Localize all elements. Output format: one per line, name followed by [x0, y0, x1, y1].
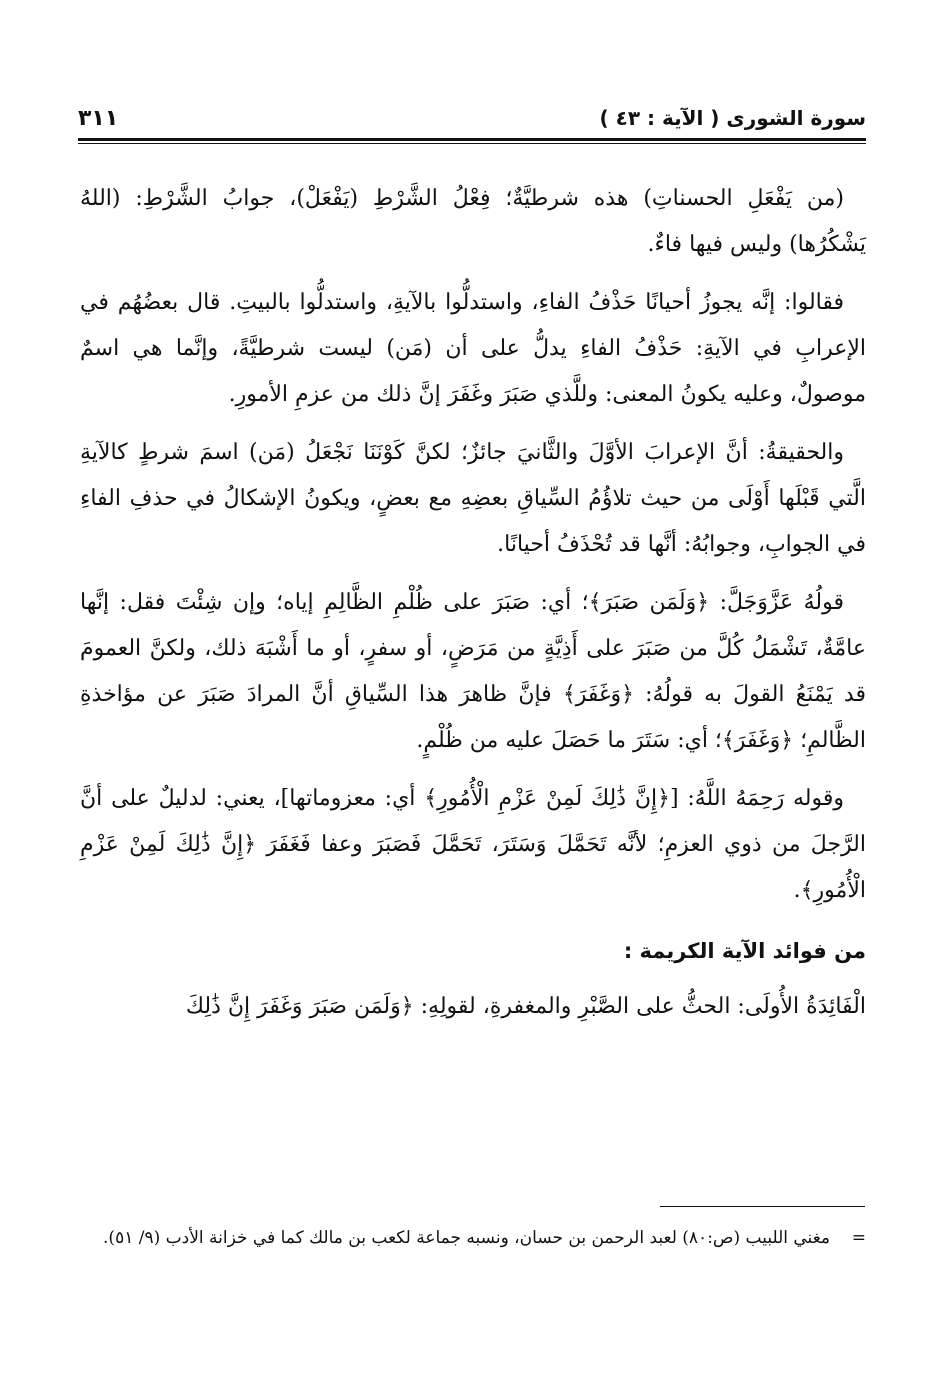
body-text [80, 176, 866, 1042]
paragraph-1: (من يَفْعَلِ الحسناتِ) هذه شرطيَّةٌ؛ فِعْلُ الشَّرْطِ (يَفْعَلْ)، جوابُ الشَّرْطِ: (اللهُ يَشْكُرُها) وليس فيها فاءٌ. [80, 186, 866, 257]
paragraph-4: قولُهُ عَزَّوَجَلَّ: ﴿وَلَمَن صَبَرَ﴾؛ أي: صَبَرَ على ظُلْمِ الظَّالِمِ إياه؛ وإن شِئْتَ فقل: إنَّها عامَّةٌ، تَشْمَلُ كُلَّ من صَبَرَ على أَذِيَّةٍ من مَرَضٍ، أو سفرٍ، أو ما أَشْبَهَ ذلك، ولكنَّ العمومَ قد يَمْنَعُ القولَ به قولُهُ: ﴿وَغَفَرَ﴾ فإنَّ ظاهرَ هذا السِّياقِ أنَّ المرادَ صَبَرَ عن مؤاخذةِ الظَّالمِ؛ ﴿وَغَفَرَ﴾؛ أي: سَتَرَ ما حَصَلَ عليه من ظُلْمٍ. [80, 590, 866, 753]
first-benefit: الْفَائِدَةُ الأُولَى: الحثُّ على الصَّبْرِ والمغفرةِ، لقولِهِ: ﴿وَلَمَن صَبَرَ وَغَفَرَ إِنَّ ذَٰلِكَ [185, 994, 866, 1019]
footnote-rule [660, 1206, 865, 1207]
header-rule [78, 138, 866, 141]
header-rule-thin [78, 143, 866, 144]
surah-title: سورة الشورى ( الآية : ٤٣ ) [599, 106, 866, 130]
paragraph-5: وقوله رَحِمَهُ اللَّهُ: [﴿إِنَّ ذَٰلِكَ لَمِنْ عَزْمِ الْأُمُورِ﴾ أي: معزوماتها]، يعني: لدليلٌ على أنَّ الرَّجلَ من ذوي العزمِ؛ لأنَّه تَحَمَّلَ وَسَتَرَ، تَحَمَّلَ فَصَبَرَ وعفا فَغَفَرَ ﴿إِنَّ ذَٰلِكَ لَمِنْ عَزْمِ الْأُمُورِ﴾. [80, 786, 866, 903]
paragraph-2: فقالوا: إنَّه يجوزُ أحيانًا حَذْفُ الفاءِ، واستدلُّوا بالآيةِ، واستدلُّوا بالبيتِ. قال بعضُهُم في الإعرابِ في الآيةِ: حَذْفُ الفاءِ يدلُّ على أن (مَن) ليست شرطيَّةً، وإنَّما هي اسمٌ موصولٌ، وعليه يكونُ المعنى: وللَّذي صَبَرَ وغَفَرَ إنَّ ذلك من عزمِ الأمورِ. [80, 290, 866, 407]
page-header [78, 100, 866, 140]
page-number: ٣١١ [78, 106, 119, 131]
footnote-text: مغني اللبيب (ص:٨٠) لعبد الرحمن بن حسان، ونسبه جماعة لكعب بن مالك كما في خزانة الأدب (٩/ ٥١). [103, 1228, 830, 1248]
section-title: من فوائد الآية الكريمة : [623, 939, 866, 963]
footnote [80, 1222, 866, 1254]
footnote-marker: = [851, 1228, 866, 1248]
paragraph-3: والحقيقةُ: أنَّ الإعرابَ الأوَّلَ والثَّانيَ جائزٌ؛ لكنَّ كَوْنَنَا نَجْعَلُ (مَن) اسمَ شرطٍ كالآيةِ الَّتي قَبْلَها أَوْلَى من حيث تلاؤُمُ السِّياقِ بعضِهِ مع بعضٍ، ويكونُ الإشكالُ في حذفِ الفاءِ في الجوابِ، وجوابُهُ: أنَّها قد تُحْذَفُ أحيانًا. [80, 440, 866, 557]
